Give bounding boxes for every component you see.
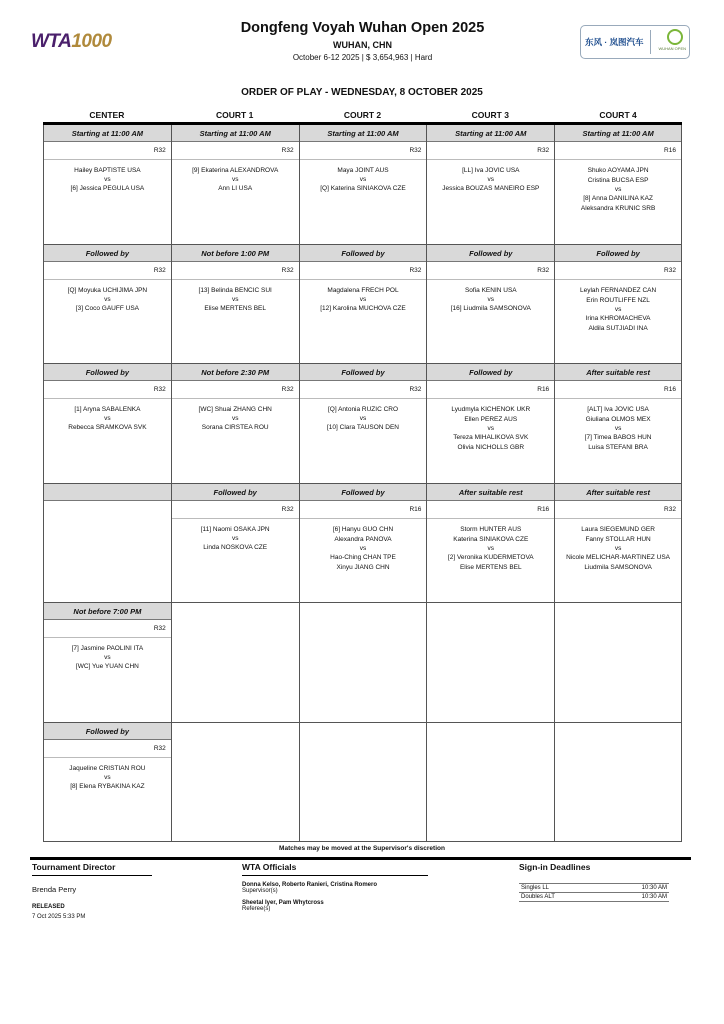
round-label: R32 [427, 262, 554, 280]
vs-label: vs [614, 425, 622, 432]
player-name: Storm HUNTER AUS [460, 525, 522, 533]
vs-label: vs [231, 176, 239, 183]
player-name: [Q] Antonia RUZIC CRO [327, 406, 399, 413]
match-entry [427, 280, 554, 314]
vs-label: vs [487, 176, 495, 183]
match-entry [300, 280, 427, 314]
player-name: Maya JOINT AUS [337, 167, 389, 174]
player-name: [8] Elena RYBAKINA KAZ [70, 782, 145, 790]
schedule-row [43, 723, 682, 843]
start-time-bar: Not before 2:30 PM [172, 364, 299, 381]
player-name: Linda NOSKOVA CZE [203, 543, 268, 551]
player-name: [WC] Yue YUAN CHN [75, 663, 139, 670]
vs-label: vs [104, 654, 111, 661]
referees-role: Referee(s) [242, 906, 271, 912]
referees-names: Sheetal Iyer, Pam Whytcross [242, 900, 324, 906]
match-entry [44, 758, 171, 792]
director-name: Brenda Perry [32, 885, 77, 894]
player-name: Jaqueline CRISTIAN ROU [69, 764, 146, 772]
player-name: Olivia NICHOLLS GBR [457, 444, 525, 451]
start-time-bar: Followed by [44, 245, 171, 262]
court-cell [171, 125, 299, 245]
player-name: Ann LI USA [218, 185, 253, 192]
player-name: Laura SIEGEMUND GER [581, 525, 655, 533]
released-label: RELEASED [32, 904, 65, 910]
player-name: [LL] Iva JOVIC USA [462, 167, 520, 174]
start-time-bar: Followed by [44, 723, 171, 740]
wta-1000-logo [31, 31, 112, 53]
court-cell [554, 723, 682, 843]
start-time-bar: Followed by [300, 364, 427, 381]
player-name: Magdalena FRECH POL [327, 286, 399, 294]
vs-label: vs [487, 544, 495, 552]
player-name: Sofia KENIN USA [464, 286, 517, 294]
player-name: [10] Clara TAUSON DEN [326, 424, 399, 431]
player-name: [Q] Moyuka UCHIJIMA JPN [67, 286, 148, 294]
vs-label: vs [359, 415, 367, 422]
sponsor-brand: 东风 · 岚图汽车 [585, 37, 644, 47]
logo-level-text: 1000 [71, 31, 112, 52]
vs-label: vs [614, 305, 622, 313]
court-cell [43, 245, 171, 365]
player-name: Erin ROUTLIFFE NZL [586, 296, 650, 304]
player-name: Shuko AOYAMA JPN [587, 167, 649, 174]
vs-label: vs [614, 186, 622, 193]
vs-label: vs [104, 176, 111, 183]
match-entry [300, 160, 427, 194]
start-time-bar [44, 484, 171, 501]
player-name: Lyudmyla KICHENOK UKR [451, 406, 531, 413]
court-cell [171, 245, 299, 365]
tournament-title: Dongfeng Voyah Wuhan Open 2025 [240, 20, 485, 36]
start-time-bar: Starting at 11:00 AM [427, 125, 554, 142]
round-label: R32 [555, 501, 681, 519]
match-entry [44, 280, 171, 314]
player-name: Jessica BOUZAS MANEIRO ESP [442, 185, 540, 192]
player-name: Nicole MELICHAR-MARTINEZ USA [566, 553, 671, 561]
court-cell [299, 245, 427, 365]
court-cell [554, 125, 682, 245]
start-time-bar: Not before 1:00 PM [172, 245, 299, 262]
court-cell [43, 723, 171, 843]
vs-label: vs [231, 415, 239, 422]
officials-section [242, 862, 428, 912]
disclaimer: Matches may be moved at the Supervisor's discretion [279, 845, 445, 852]
match-entry [300, 519, 427, 573]
director-section [32, 862, 152, 920]
player-name: [Q] Katerina SINIAKOVA CZE [320, 185, 406, 192]
deadline-row: Singles LL 10:30 AM [521, 885, 667, 891]
match-entry [555, 399, 681, 453]
player-name: Luisa STEFANI BRA [588, 444, 648, 451]
court-cell [299, 364, 427, 484]
released-time: 7 Oct 2025 5:33 PM [32, 914, 86, 920]
court-cell [43, 603, 171, 723]
match-entry [555, 519, 681, 573]
signin-title: Sign-in Deadlines [519, 862, 591, 872]
start-time-bar: Followed by [427, 364, 554, 381]
start-time-bar: Followed by [427, 245, 554, 262]
round-label: R32 [44, 142, 171, 160]
court-cell [171, 364, 299, 484]
match-entry [172, 519, 299, 553]
footer-divider [30, 857, 691, 860]
vs-label: vs [487, 425, 495, 432]
start-time-bar: Followed by [172, 484, 299, 501]
sponsor-divider [650, 30, 651, 54]
round-label: R32 [300, 381, 427, 399]
court-cell [554, 603, 682, 723]
round-label: R16 [555, 142, 681, 160]
player-name: Hailey BAPTISTE USA [74, 167, 141, 174]
court-cell [554, 364, 682, 484]
player-name: [9] Ekaterina ALEXANDROVA [192, 167, 279, 174]
player-name: Elise MERTENS BEL [204, 304, 267, 312]
round-label: R32 [300, 262, 427, 280]
player-name: [8] Anna DANILINA KAZ [583, 195, 653, 202]
court-cell [171, 723, 299, 843]
court-cell [299, 723, 427, 843]
court-cell [299, 484, 427, 604]
court-cell [426, 484, 554, 604]
court-cell [426, 603, 554, 723]
match-entry [172, 160, 299, 194]
signin-section [519, 862, 691, 902]
match-entry [172, 399, 299, 433]
start-time-bar: Starting at 11:00 AM [44, 125, 171, 142]
supervisors-role: Supervisor(s) [242, 888, 278, 894]
vs-label: vs [231, 295, 239, 303]
player-name: Fanny STOLLAR HUN [585, 535, 651, 543]
court-header: COURT 1 [216, 110, 254, 120]
schedule-row [43, 245, 682, 365]
player-name: Rebecca SRAMKOVA SVK [68, 424, 147, 431]
player-name: [WC] Shuai ZHANG CHN [198, 406, 272, 413]
vs-label: vs [359, 295, 367, 303]
player-name: [7] Timea BABOS HUN [584, 434, 652, 441]
match-entry [427, 399, 554, 453]
round-label: R32 [172, 262, 299, 280]
round-label: R32 [172, 381, 299, 399]
player-name: [7] Jasmine PAOLINI ITA [71, 645, 144, 652]
schedule-row [43, 484, 682, 604]
court-cell [299, 603, 427, 723]
match-entry [555, 280, 681, 334]
court-cell [43, 364, 171, 484]
round-label: R32 [172, 501, 299, 519]
tournament-dates: October 6-12 2025 | $ 3,654,963 | Hard [292, 53, 433, 62]
court-header: CENTER [89, 110, 125, 120]
player-name: [12] Karolina MUCHOVA CZE [320, 304, 406, 312]
tournament-city: WUHAN, CHN [333, 40, 392, 50]
officials-title: WTA Officials [242, 862, 428, 876]
start-time-bar: Followed by [300, 484, 427, 501]
round-label: R32 [172, 142, 299, 160]
match-entry [555, 160, 681, 214]
tournament-header [200, 20, 525, 62]
sponsor-logo [580, 25, 690, 59]
start-time-bar: Followed by [300, 245, 427, 262]
player-name: Alexandra PANOVA [334, 535, 392, 543]
start-time-bar: Followed by [555, 245, 681, 262]
player-name: Cristina BUCSA ESP [587, 177, 649, 184]
round-label: R32 [427, 142, 554, 160]
vs-label: vs [231, 534, 239, 542]
round-label: R32 [555, 262, 681, 280]
deadline-row: Doubles ALT 10:30 AM [521, 894, 667, 900]
start-time-bar: After suitable rest [427, 484, 554, 501]
player-name: [2] Veronika KUDERMETOVA [447, 553, 534, 561]
start-time-bar: Starting at 11:00 AM [300, 125, 427, 142]
player-name: Sorana CIRSTEA ROU [201, 424, 269, 431]
start-time-bar: Starting at 11:00 AM [172, 125, 299, 142]
vs-label: vs [104, 773, 111, 781]
player-name: [13] Belinda BENCIC SUI [198, 286, 272, 294]
match-entry [44, 638, 171, 672]
match-entry [427, 519, 554, 573]
match-entry [427, 160, 554, 194]
player-name: Irina KHROMACHEVA [585, 314, 651, 322]
court-cell [554, 245, 682, 365]
player-name: Elise MERTENS BEL [459, 563, 522, 571]
player-name: Liudmila SAMSONOVA [584, 563, 652, 571]
vs-label: vs [359, 544, 367, 552]
tennis-ball-icon [667, 29, 683, 45]
start-time-bar: Starting at 11:00 AM [555, 125, 681, 142]
player-name: [1] Aryna SABALENKA [74, 406, 141, 413]
vs-label: vs [614, 544, 622, 552]
match-entry [44, 399, 171, 433]
schedule-grid [43, 122, 682, 842]
court-cell [554, 484, 682, 604]
schedule-row [43, 603, 682, 723]
vs-label: vs [359, 176, 367, 183]
start-time-bar: Followed by [44, 364, 171, 381]
match-entry [172, 280, 299, 314]
vs-label: vs [104, 295, 111, 303]
court-headers [43, 110, 682, 120]
player-name: Ellen PEREZ AUS [464, 416, 518, 423]
start-time-bar: After suitable rest [555, 484, 681, 501]
round-label: R16 [427, 381, 554, 399]
player-name: [16] Liudmila SAMSONOVA [450, 304, 531, 312]
start-time-bar: Not before 7:00 PM [44, 603, 171, 620]
court-cell [426, 245, 554, 365]
court-cell [426, 364, 554, 484]
order-of-play-title: ORDER OF PLAY - WEDNESDAY, 8 OCTOBER 2025 [241, 87, 483, 98]
match-entry [44, 160, 171, 194]
start-time-bar: After suitable rest [555, 364, 681, 381]
court-header: COURT 4 [599, 110, 637, 120]
court-cell [43, 484, 171, 604]
court-cell [43, 125, 171, 245]
director-title: Tournament Director [32, 862, 152, 876]
court-cell [426, 723, 554, 843]
player-name: Tereza MIHALIKOVA SVK [453, 434, 529, 441]
round-label: R32 [44, 381, 171, 399]
court-cell [171, 484, 299, 604]
round-label: R32 [44, 262, 171, 280]
schedule-row [43, 364, 682, 484]
player-name: [6] Hanyu GUO CHN [332, 525, 394, 533]
player-name: [3] Coco GAUFF USA [75, 304, 139, 312]
match-entry [300, 399, 427, 433]
player-name: [ALT] Iva JOVIC USA [587, 406, 649, 413]
schedule-row [43, 125, 682, 245]
player-name: Katerina SINIAKOVA CZE [453, 535, 529, 543]
player-name: Aldila SUTJIADI INA [588, 324, 648, 332]
court-header: COURT 3 [471, 110, 509, 120]
match-entry [44, 501, 171, 507]
court-cell [299, 125, 427, 245]
sponsor-event-text: WUHAN OPEN [658, 46, 686, 51]
round-label: R32 [44, 740, 171, 758]
round-label: R32 [44, 620, 171, 638]
player-name: Xinyu JIANG CHN [336, 563, 390, 571]
round-label: R16 [555, 381, 681, 399]
player-name: Aleksandra KRUNIC SRB [580, 205, 656, 212]
player-name: Leylah FERNANDEZ CAN [579, 286, 657, 294]
court-cell [171, 603, 299, 723]
court-header: COURT 2 [343, 110, 382, 120]
supervisors-names: Donna Kelso, Roberto Ranieri, Cristina Romero [242, 882, 378, 888]
player-name: Giuliana OLMOS MEX [585, 416, 651, 423]
court-cell [426, 125, 554, 245]
vs-label: vs [487, 295, 495, 303]
round-label: R16 [427, 501, 554, 519]
player-name: [11] Naomi OSAKA JPN [200, 525, 270, 533]
vs-label: vs [104, 415, 111, 422]
player-name: [6] Jessica PEGULA USA [70, 185, 145, 192]
player-name: Hao-Ching CHAN TPE [330, 553, 396, 561]
round-label: R16 [300, 501, 427, 519]
round-label: R32 [300, 142, 427, 160]
logo-wta-text: WTA [31, 31, 72, 52]
